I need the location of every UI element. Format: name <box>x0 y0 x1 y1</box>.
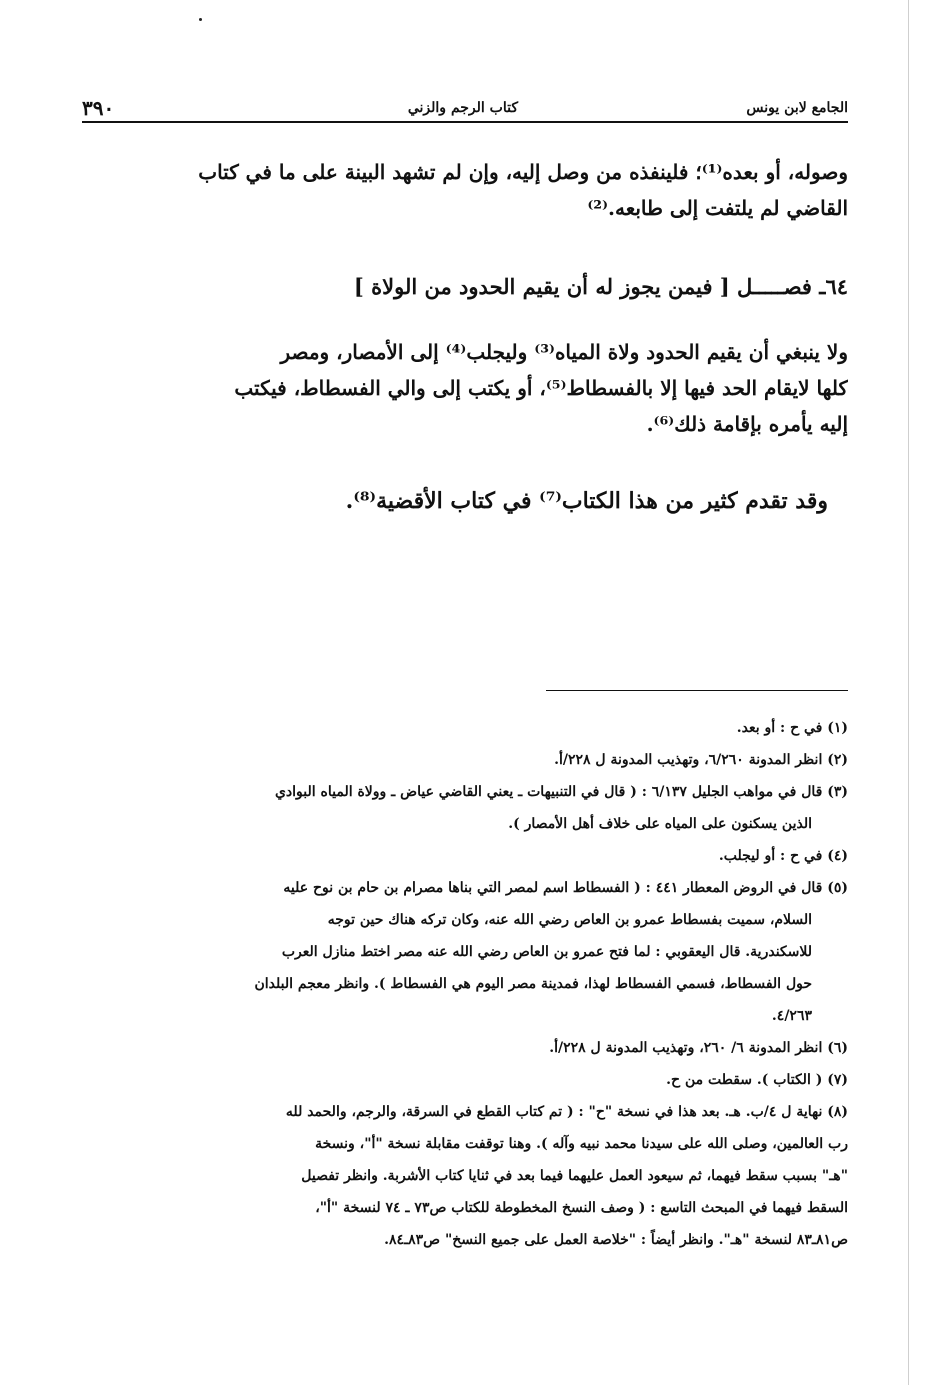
book-title: الجامع لابن يونس <box>746 100 848 116</box>
footnote-item <box>82 776 848 840</box>
footnote-item <box>82 1096 848 1256</box>
footnote-line: (٢) انظر المدونة ٦/٢٦٠، وتهذيب المدونة ل ٢٢٨/أ. <box>554 752 848 768</box>
text-line: ولا ينبغي أن يقيم الحدود ولاة المياه⁽³⁾ وليجلب⁽⁴⁾ إلى الأمصار، ومصر <box>280 340 848 364</box>
text-line: القاضي لم يلتفت إلى طابعه.⁽²⁾ <box>587 196 848 220</box>
page-number: ٣٩٠ <box>82 96 115 120</box>
footnotes <box>82 712 848 1256</box>
footnote-line: ص٨١ـ٨٣ لنسخة "هـ". وانظر أيضاً : "خلاصة العمل على جميع النسخ" ص٨٣ـ٨٤. <box>384 1232 848 1248</box>
text-line: إليه يأمره بإقامة ذلك⁽⁶⁾. <box>646 412 848 436</box>
footnote-line: ٤/٢٦٣. <box>771 1008 812 1024</box>
footnote-line: حول الفسطاط، فسمي الفسطاط لهذا، فمدينة مصر اليوم هي الفسطاط ). وانظر معجم البلدان <box>254 976 812 992</box>
footnote-line: (٨) نهاية ل ٤/ب. هـ. بعد هذا في نسخة "ح" : ( تم كتاب القطع في السرقة، والرجم، والحمد لله <box>285 1104 848 1120</box>
footnote-line: السلام، سميت بفسطاط عمرو بن العاص رضي الله عنه، وكان تركه هناك حين توجه <box>327 912 812 928</box>
header-rule <box>82 121 848 123</box>
footnote-line: الذين يسكنون على المياه على خلاف أهل الأمصار ). <box>508 816 812 832</box>
text-line: وصوله، أو بعده⁽¹⁾؛ فلينفذه من وصل إليه، وإن لم تشهد البينة على ما في كتاب <box>198 160 848 184</box>
paragraph-continuation <box>82 154 848 226</box>
footnote-line: (٧) ( الكتاب ). سقطت من ح. <box>666 1072 848 1088</box>
footnote-item <box>82 840 848 872</box>
footnote-item <box>82 712 848 744</box>
chapter-title: كتاب الرجم والزني <box>407 100 518 116</box>
scan-speck <box>199 18 202 21</box>
footnote-line: السقط فيهما في المبحث التاسع : ( وصف النسخ المخطوطة للكتاب ص٧٣ ـ ٧٤ لنسخة "أ"، <box>315 1200 848 1216</box>
footnote-line: (١) في ح : أو بعد. <box>736 720 848 736</box>
scan-edge-line <box>908 0 909 1385</box>
footnote-item <box>82 1032 848 1064</box>
footnote-line: (٥) قال في الروض المعطار ٤٤١ : ( الفسطاط اسم لمصر التي بناها مصرام بن حام بن نوح عليه <box>283 880 848 896</box>
footnote-item <box>82 872 848 1032</box>
section-heading: ٦٤ـ فصـــــل [ فيمن يجوز له أن يقيم الحدود من الولاة ] <box>353 274 848 299</box>
footnote-line: (٣) قال في مواهب الجليل ٦/١٣٧ : ( قال في التنبيهات ـ يعني القاضي عياض ـ وولاة المياه البوادي <box>274 784 848 800</box>
footnote-item <box>82 744 848 776</box>
footnote-line: رب العالمين، وصلى الله على سيدنا محمد نبيه وآله ). وهنا توقفت مقابلة نسخة "أ"، ونسخة <box>315 1136 848 1152</box>
footnote-line: (٤) في ح : أو ليجلب. <box>718 848 848 864</box>
footnote-line: للاسكندرية. قال اليعقوبي : لما فتح عمرو بن العاص رضي الله عنه مصر اختط منازل العرب <box>281 944 812 960</box>
section-paragraph <box>82 334 848 442</box>
footnote-line: (٦) انظر المدونة ٦/ ٢٦٠، وتهذيب المدونة ل ٢٢٨/أ. <box>549 1040 848 1056</box>
text-line: كلها لايقام الحد فيها إلا بالفسطاط⁽⁵⁾، أو يكتب إلى والي الفسطاط، فيكتب <box>234 376 848 400</box>
closing-sentence: وقد تقدم كثير من هذا الكتاب⁽⁷⁾ في كتاب الأقضية⁽⁸⁾. <box>345 488 828 514</box>
running-header <box>82 96 848 120</box>
footnote-separator <box>546 690 848 691</box>
footnote-item <box>82 1064 848 1096</box>
footnote-line: "هـ" بسبب سقط فيهما، ثم سيعود العمل عليهما فيما بعد في ثنايا كتاب الأشربة. وانظر تفصيل <box>301 1168 848 1184</box>
